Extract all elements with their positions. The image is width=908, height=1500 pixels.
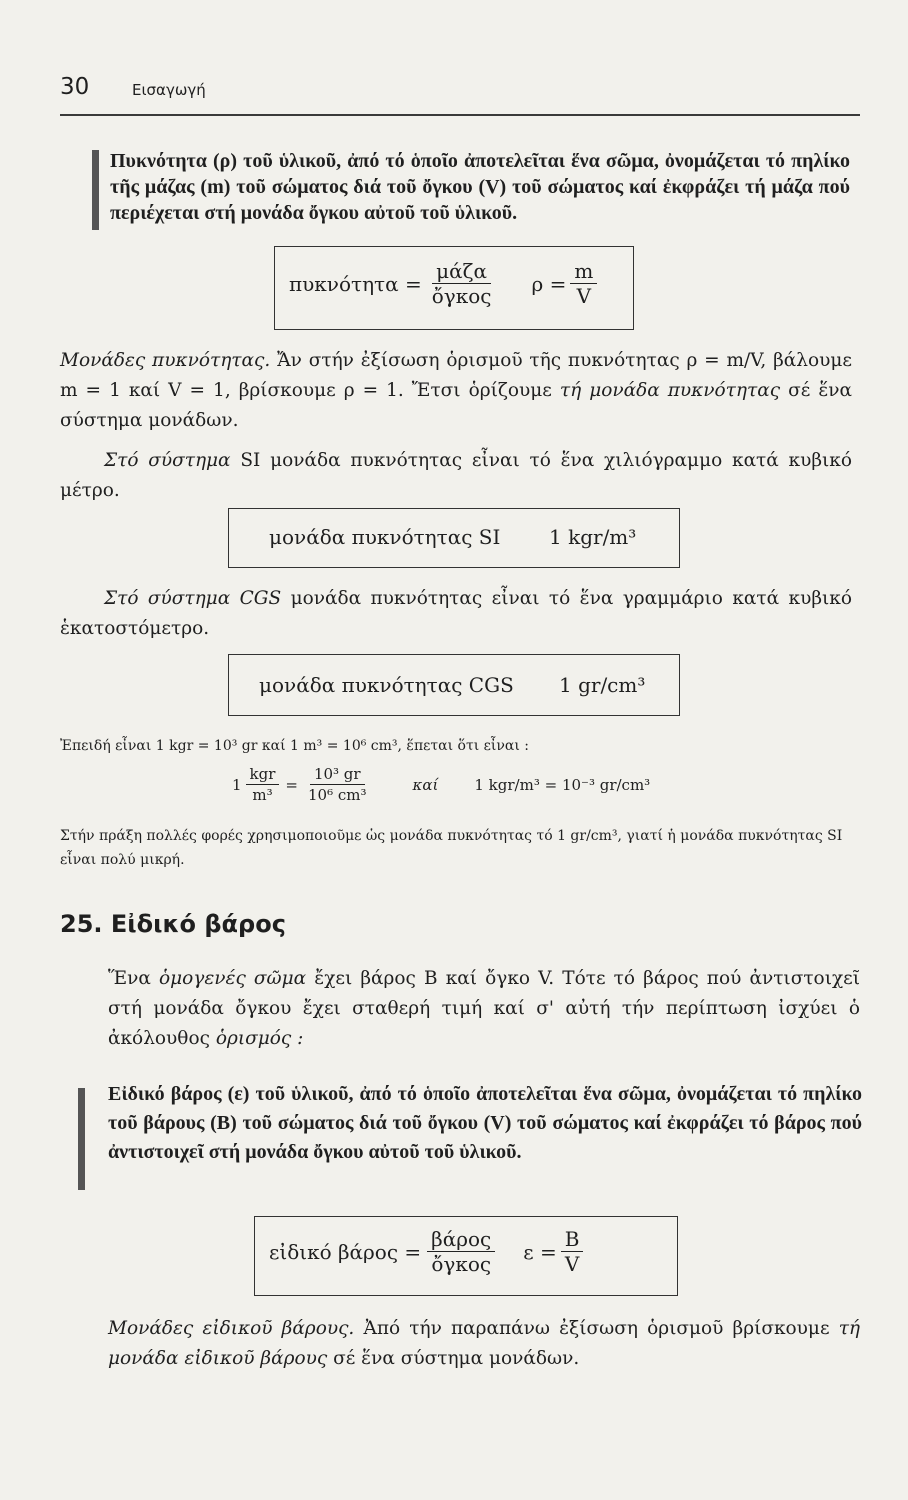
density-definition: Πυκνότητα (ρ) τοῦ ὑλικοῦ, ἀπό τό ὁποῖο ἀποτελεῖται ἕνα σῶμα, ὀνομάζεται τό πηλίκο τῆς μάζας (m) τοῦ σώματος διά τοῦ ὄγκου (V) τοῦ σώματος καί ἐκφράζει τή μάζα πού περιέχεται στή μονάδα ὄγκου αὐτοῦ τοῦ ὑλικοῦ.: [110, 150, 850, 224]
fraction-denominator: 10⁶ cm³: [308, 786, 367, 804]
specific-weight-units-paragraph: [108, 1314, 860, 1374]
fraction-kgr-m3: [246, 764, 280, 805]
si-lead: Στό σύστημα: [104, 450, 231, 471]
fraction-m-v: [570, 259, 597, 308]
page-number: 30: [60, 74, 90, 100]
sw-units-text: Ἀπό τήν παραπάνω ἐξίσωση ὁρισμοῦ βρίσκουμε: [354, 1318, 839, 1339]
cgs-box-label: μονάδα πυκνότητας CGS: [259, 673, 514, 697]
specific-weight-definition: Εἰδικό βάρος (ε) τοῦ ὑλικοῦ, ἀπό τό ὁποῖο ἀποτελεῖται ἕνα σῶμα, ὀνομάζεται τό πηλίκο τοῦ βάρους (Β) τοῦ σώματος διά τοῦ ὄγκου (V) τοῦ σώματος καί ἐκφράζει τό βάρος πού ἀντιστοιχεῖ στή μονάδα ὄγκου αὐτοῦ τοῦ ὑλικοῦ.: [108, 1083, 862, 1163]
formula-lhs: εἰδικό βάρος =: [269, 1239, 422, 1264]
si-paragraph: [60, 446, 852, 506]
units-emphasis: τή μονάδα πυκνότητας: [559, 380, 781, 401]
density-formula-box: [274, 246, 634, 330]
specific-weight-formula-box: [254, 1216, 678, 1296]
units-text-end: σέ ἕνα σύστημα μονάδων.: [60, 380, 852, 431]
fraction-weight-volume: [427, 1227, 495, 1276]
fraction-numerator: βάρος: [427, 1227, 495, 1252]
fraction-denominator: V: [576, 284, 592, 308]
density-formula: [289, 259, 597, 308]
section-title: 25. Εἰδικό βάρος: [60, 910, 286, 938]
fraction-powers: [304, 764, 371, 805]
conversion-equation: [232, 764, 650, 805]
conversion-and: καί: [412, 775, 439, 794]
sw-units-text-end: σέ ἕνα σύστημα μονάδων.: [327, 1348, 580, 1369]
sw-units-emphasis: τή μονάδα εἰδικοῦ βάρους: [108, 1318, 861, 1369]
cgs-box-value: 1 gr/cm³: [559, 673, 646, 697]
fraction-denominator: m³: [252, 786, 273, 804]
intro-text-mid: ἔχει βάρος Β καί ὄγκο V. Τότε τό βάρος πού ἀντιστοιχεῖ στή μονάδα ὄγκου ἔχει σταθερή τιμή καί σ' αὐτή τήν περίπτωση ἰσχύει ὁ ἀκόλουθος: [108, 968, 860, 1049]
units-lead: Μονάδες πυκνότητας.: [60, 350, 271, 371]
definition-sidebar: [78, 1088, 85, 1190]
si-unit-box: [228, 508, 680, 568]
fraction-mass-volume: [428, 259, 496, 308]
fraction-numerator: 10³ gr: [310, 764, 365, 785]
units-text: Ἄν στήν ἐξίσωση ὁρισμοῦ τῆς πυκνότητας ρ = m/V, βάλουμε m = 1 καί V = 1, βρίσκουμε ρ = 1. Ἔτσι ὁρίζουμε: [60, 350, 852, 401]
practice-line: Στήν πράξη πολλές φορές χρησιμοποιοῦμε ὡς μονάδα πυκνότητας τό 1 gr/cm³, γιατί ἡ μονάδα πυκνότητας SI εἶναι πολύ μικρή.: [60, 828, 843, 868]
page-header: [60, 74, 860, 114]
sw-units-lead: Μονάδες εἰδικοῦ βάρους.: [108, 1318, 355, 1339]
fraction-denominator: ὄγκος: [431, 284, 492, 308]
formula-rho: ρ =: [531, 271, 567, 296]
conversion-equals: =: [285, 775, 298, 794]
cgs-text: μονάδα πυκνότητας εἶναι τό ἕνα γραμμάριο κατά κυβικό ἑκατοστόμετρο.: [60, 588, 852, 639]
si-box-label: μονάδα πυκνότητας SI: [269, 525, 501, 549]
fraction-denominator: V: [564, 1252, 580, 1276]
conversion-result: 1 kgr/m³ = 10⁻³ gr/cm³: [474, 775, 651, 794]
si-box-value: 1 kgr/m³: [549, 525, 637, 549]
running-title: Εισαγωγή: [132, 81, 206, 99]
intro-paragraph: [108, 964, 860, 1054]
intro-definition-word: ὁρισμός :: [215, 1028, 304, 1049]
intro-text: Ἕνα: [108, 968, 159, 989]
since-line: Ἐπειδή εἶναι 1 kgr = 10³ gr καί 1 m³ = 10⁶ cm³, ἕπεται ὅτι εἶναι :: [60, 738, 530, 754]
conversion-one: 1: [232, 775, 242, 794]
cgs-unit-box: [228, 654, 680, 716]
definition-sidebar: [92, 150, 99, 230]
fraction-b-v: [561, 1227, 584, 1276]
formula-lhs: πυκνότητα =: [289, 271, 422, 296]
fraction-denominator: ὄγκος: [431, 1252, 492, 1276]
units-paragraph: [60, 346, 852, 436]
cgs-lead: Στό σύστημα CGS: [104, 588, 282, 609]
fraction-numerator: kgr: [246, 764, 280, 785]
cgs-paragraph: [60, 584, 852, 644]
fraction-numerator: μάζα: [432, 259, 491, 284]
fraction-numerator: B: [561, 1227, 584, 1252]
fraction-numerator: m: [570, 259, 597, 284]
formula-epsilon: ε =: [523, 1239, 557, 1264]
intro-emphasis: ὁμογενές σῶμα: [159, 968, 307, 989]
specific-weight-formula: [269, 1227, 583, 1276]
header-rule: [60, 114, 860, 116]
si-text: SI μονάδα πυκνότητας εἶναι τό ἕνα χιλιόγραμμο κατά κυβικό μέτρο.: [60, 450, 853, 501]
